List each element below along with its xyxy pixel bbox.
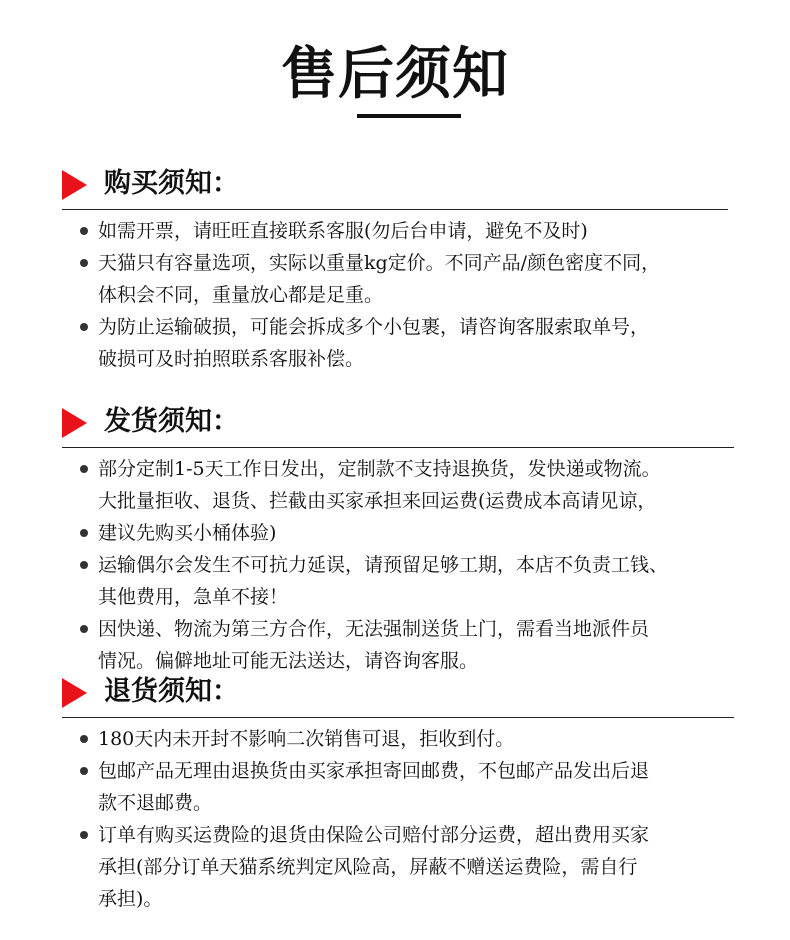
bullet-icon <box>80 735 88 743</box>
item-text-line: 天猫只有容量选项，实际以重量kg定价。不同产品/颜色密度不同， <box>98 252 661 274</box>
item-text-line: 为防止运输破损，可能会拆成多个小包裹，请咨询客服索取单号， <box>98 316 650 338</box>
section-divider <box>62 209 728 210</box>
list-item <box>76 311 756 375</box>
list-item <box>76 819 756 915</box>
item-text-line: 如需开票，请旺旺直接联系客服(勿后台申请，避免不及时) <box>98 220 588 242</box>
section-title: 退货须知： <box>104 676 239 707</box>
section-title: 购买须知： <box>104 168 239 199</box>
red-triangle-icon <box>62 170 87 200</box>
bullet-icon <box>80 323 88 331</box>
list-item <box>76 453 756 517</box>
item-text-line: 体积会不同，重量放心都是足重。 <box>98 284 384 306</box>
item-text-line: 包邮产品无理由退换货由买家承担寄回邮费，不包邮产品发出后退 <box>98 760 650 782</box>
list-item <box>76 549 756 613</box>
item-list <box>76 453 756 677</box>
bullet-icon <box>80 465 88 473</box>
item-list <box>76 723 756 915</box>
list-item <box>76 247 756 311</box>
bullet-icon <box>80 529 88 537</box>
bullet-icon <box>80 227 88 235</box>
item-list <box>76 215 756 375</box>
title-underline <box>357 114 461 118</box>
item-text-line: 大批量拒收、退货、拦截由买家承担来回运费(运费成本高请见谅， <box>98 490 657 512</box>
item-text-line: 其他费用，急单不接！ <box>98 586 289 608</box>
bullet-icon <box>80 831 88 839</box>
list-item <box>76 755 756 819</box>
page-title: 售后须知 <box>281 42 509 107</box>
item-text-line: 承担(部分订单天猫系统判定风险高，屏蔽不赠送运费险，需自行 <box>98 856 638 878</box>
item-text-line: 180天内未开封不影响二次销售可退，拒收到付。 <box>98 728 515 750</box>
item-text-line: 承担)。 <box>98 888 163 910</box>
item-text-line: 情况。偏僻地址可能无法送达，请咨询客服。 <box>98 650 479 672</box>
section-title: 发货须知： <box>104 406 239 437</box>
list-item <box>76 215 756 247</box>
item-text-line: 破损可及时拍照联系客服补偿。 <box>98 348 365 370</box>
list-item <box>76 517 756 549</box>
bullet-icon <box>80 259 88 267</box>
item-text-line: 运输偶尔会发生不可抗力延误，请预留足够工期，本店不负责工钱、 <box>98 554 669 576</box>
list-item <box>76 723 756 755</box>
list-item <box>76 613 756 677</box>
item-text-line: 部分定制1-5天工作日发出，定制款不支持退换货，发快递或物流。 <box>98 458 661 480</box>
section-divider <box>62 447 734 448</box>
item-text-line: 因快递、物流为第三方合作，无法强制送货上门，需看当地派件员 <box>98 618 650 640</box>
bullet-icon <box>80 767 88 775</box>
red-triangle-icon <box>62 678 87 708</box>
section-divider <box>62 717 734 718</box>
item-text-line: 款不退邮费。 <box>98 792 213 814</box>
item-text-line: 建议先购买小桶体验) <box>98 522 277 544</box>
bullet-icon <box>80 561 88 569</box>
item-text-line: 订单有购买运费险的退货由保险公司赔付部分运费，超出费用买家 <box>98 824 650 846</box>
red-triangle-icon <box>62 408 87 438</box>
bullet-icon <box>80 625 88 633</box>
